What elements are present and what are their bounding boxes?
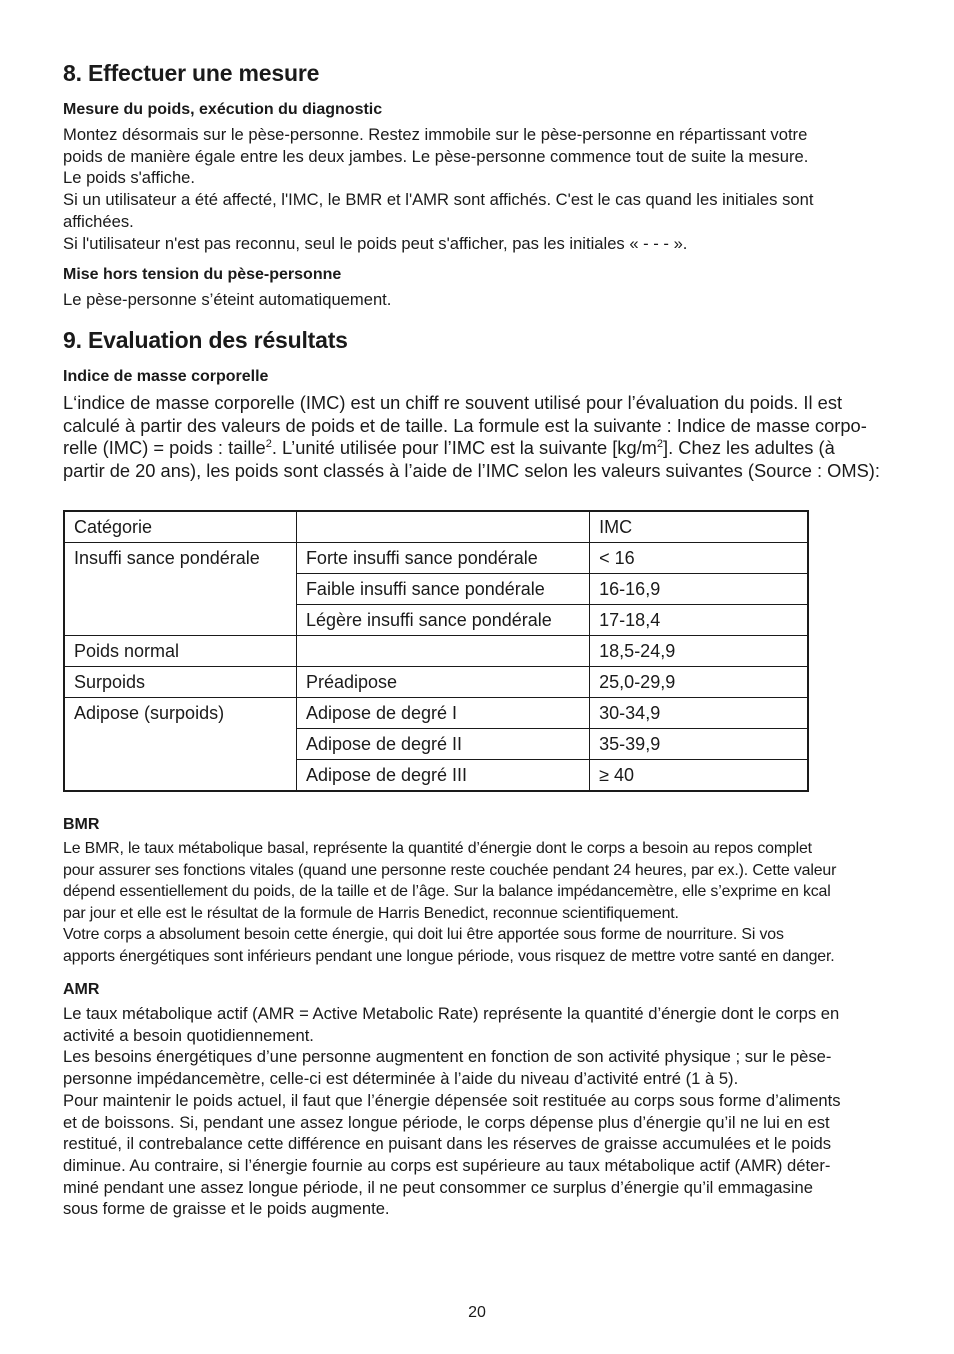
text-line: Le taux métabolique actif (AMR = Active Metabolic Rate) représente la quantité d’énergie dont le corps en [63,1004,840,1023]
text-line [63,437,893,460]
table-cell [64,760,296,792]
table-cell: Adipose de degré III [296,760,589,792]
text-fragment: ]. Chez les adultes (à [663,437,835,458]
text-line: apports énergétiques sont inférieurs pendant une longue période, vous risquez de mettre votre santé en danger. [63,947,835,965]
text-line: par jour et elle est le résultat de la formule de Harris Benedict, reconnue scientifiquement. [63,904,679,922]
table-cell: Surpoids [64,667,296,698]
table-row [64,698,808,729]
text-line: pour assurer ses fonctions vitales (quand une personne reste couchée pendant 24 heures, par ex.). Cette valeur [63,861,837,879]
table-cell [64,605,296,636]
superscript: 2 [265,437,272,450]
subheading-bmi: Indice de masse corporelle [63,368,269,385]
text-fragment: relle (IMC) = poids : taille [63,437,266,458]
paragraph-bmr [63,838,889,968]
section-9-title: 9. Evaluation des résultats [63,327,348,353]
subheading-weight-measure: Mesure du poids, exécution du diagnostic [63,101,383,118]
table-row [64,667,808,698]
table-cell: Forte insuffi sance pondérale [296,543,589,574]
table-cell: 17-18,4 [590,605,808,636]
table-cell: Légère insuffi sance pondérale [296,605,589,636]
text-line: personne impédancemètre, celle-ci est déterminée à l’aide du niveau d’activité entré (1 à 5). [63,1069,739,1089]
table-cell: 18,5-24,9 [590,636,808,667]
subheading-power-off: Mise hors tension du pèse-personne [63,266,342,283]
table-cell: 16-16,9 [590,574,808,605]
text-line: calculé à partir des valeurs de poids et de taille. La formule est la suivante : Indice de masse corpo- [63,414,867,436]
text-line: Le BMR, le taux métabolique basal, représente la quantité d’énergie dont le corps a besoin au repos complet [63,840,812,857]
table-row [64,605,808,636]
subheading-amr: AMR [63,981,100,998]
table-cell: 25,0-29,9 [590,667,808,698]
section-8-title: 8. Effectuer une mesure [63,60,320,86]
subheading-bmr: BMR [63,816,100,833]
table-cell: < 16 [590,543,808,574]
text-line: partir de 20 ans), les poids sont classés à l’aide de l’IMC selon les valeurs suivantes (Source : OMS): [63,459,880,481]
table-cell [64,574,296,605]
bmi-classification-table [63,510,809,792]
text-line: L‘indice de masse corporelle (IMC) est un chiff re souvent utilisé pour l’évaluation du poids. Il est [63,392,843,413]
table-cell: Poids normal [64,636,296,667]
text-line: affichées. [63,211,134,231]
text-line: restitué, il contrebalance cette différence en puisant dans les réserves de graisse accumulées et le poids [63,1134,832,1154]
table-cell: Adipose de degré I [296,698,589,729]
table-row [64,543,808,574]
table-cell: Catégorie [64,511,296,543]
table-cell: ≥ 40 [590,760,808,792]
text-line: sous forme de graisse et le poids augmente. [63,1199,390,1219]
text-line: diminue. Au contraire, si l’énergie fournie au corps est supérieure au taux métabolique actif (AMR) déter- [63,1155,831,1175]
table-row [64,729,808,760]
table-cell [64,729,296,760]
text-line: Si un utilisateur a été affecté, l'IMC, le BMR et l'AMR sont affichés. C'est le cas quand les initiales sont [63,190,814,210]
text-line: poids de manière égale entre les deux jambes. Le pèse-personne commence tout de suite la mesure. [63,146,809,166]
paragraph-bmi [63,392,893,482]
text-line: et de boissons. Si, pendant une assez longue période, le corps dépense plus d’énergie qu’il ne lui en est [63,1112,830,1132]
table-row [64,636,808,667]
table-cell [296,636,589,667]
text-line: Pour maintenir le poids actuel, il faut que l’énergie dépensée soit restituée au corps sous forme d’aliments [63,1090,841,1110]
table-cell: 35-39,9 [590,729,808,760]
table-cell: Faible insuffi sance pondérale [296,574,589,605]
text-line: dépend essentiellement du poids, de la taille et de l’âge. Sur la balance impédancemètre, elle s’exprime en kcal [63,883,831,901]
table-cell: IMC [590,511,808,543]
text-line: miné pendant une assez longue période, il ne peut consommer ce surplus d’énergie qu’il emmagasine [63,1177,813,1197]
table-cell: 30-34,9 [590,698,808,729]
page-number: 20 [468,1304,486,1321]
table-cell: Préadipose [296,667,589,698]
text-line: Le poids s'affiche. [63,168,196,188]
superscript: 2 [656,437,664,450]
table-cell [296,511,589,543]
table-row [64,574,808,605]
text-fragment: . L’unité utilisée pour l’IMC est la suivante [kg/m [271,437,657,458]
table-cell: Adipose (surpoids) [64,698,296,729]
table-cell: Adipose de degré II [296,729,589,760]
table-cell: Insuffi sance pondérale [64,543,296,574]
text-line: Montez désormais sur le pèse-personne. Restez immobile sur le pèse-personne en répartissant votre [63,125,808,144]
paragraph-measure [63,124,889,254]
text-line: Le pèse-personne s’éteint automatiquement. [63,290,392,309]
text-line: Si l'utilisateur n'est pas reconnu, seul le poids peut s'afficher, pas les initiales « - - - ». [63,233,688,253]
paragraph-power-off [63,289,889,311]
text-line: Les besoins énergétiques d’une personne augmentent en fonction de son activité physique ; sur le pèse- [63,1047,832,1067]
table-row [64,760,808,792]
paragraph-amr [63,1003,889,1220]
text-line: activité a besoin quotidiennement. [63,1025,314,1045]
text-line: Votre corps a absolument besoin cette énergie, qui doit lui être apportée sous forme de nourriture. Si vos [63,926,784,944]
table-header-row [64,511,808,543]
